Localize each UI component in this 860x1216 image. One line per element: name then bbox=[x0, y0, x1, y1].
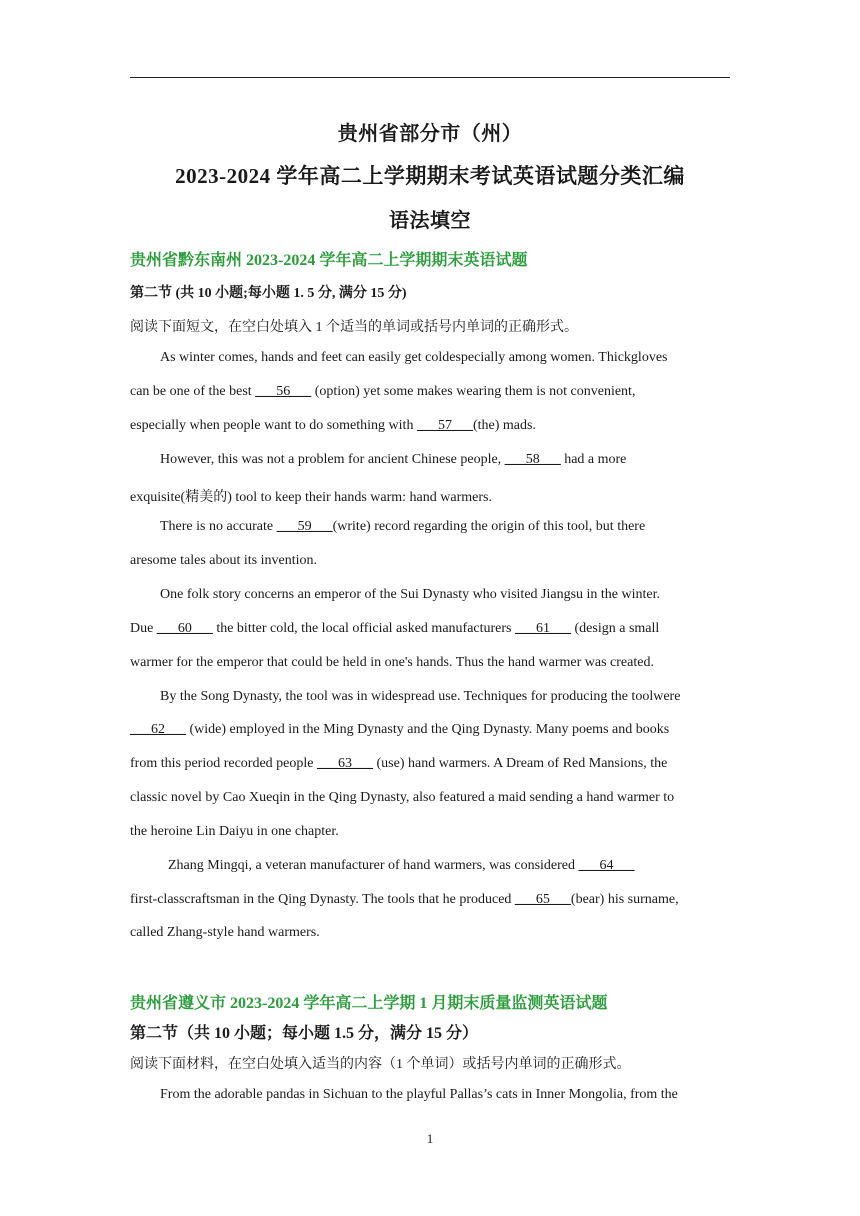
paragraph-line: classic novel by Cao Xueqin in the Qing Dynasty, also featured a maid sending a hand warmer to bbox=[130, 790, 675, 805]
paragraph-line: can be one of the best ___56___ (option) yet some makes wearing them is not convenient, bbox=[130, 384, 636, 399]
paragraph-line: the heroine Lin Daiyu in one chapter. bbox=[130, 824, 339, 839]
paragraph-line: However, this was not a problem for ancient Chinese people, ___58___ had a more bbox=[160, 452, 627, 467]
section-heading: 贵州省黔东南州 2023-2024 学年高二上学期期末英语试题 bbox=[130, 252, 528, 269]
paragraph-line: called Zhang-style hand warmers. bbox=[130, 925, 320, 940]
answer-blank: ___59___ bbox=[276, 519, 333, 534]
paragraph-line: warmer for the emperor that could be held in one's hands. Thus the hand warmer was created. bbox=[130, 655, 654, 670]
answer-blank: ___56___ bbox=[255, 384, 312, 399]
answer-blank: ___63___ bbox=[317, 756, 373, 771]
answer-blank: ___64___ bbox=[578, 858, 635, 873]
paragraph-line: As winter comes, hands and feet can easily get coldespecially among women. Thickgloves bbox=[160, 350, 668, 365]
paragraph-line: Zhang Mingqi, a veteran manufacturer of hand warmers, was considered ___64___ bbox=[168, 858, 635, 873]
paragraph-line: Due ___60___ the bitter cold, the local official asked manufacturers ___61___ (design a small bbox=[130, 621, 660, 636]
part-heading: 第二节 (共 10 小题;每小题 1. 5 分, 满分 15 分) bbox=[130, 286, 407, 301]
paragraph-line: especially when people want to do something with ___57___(the) mads. bbox=[130, 418, 536, 433]
answer-blank: ___62___ bbox=[130, 722, 186, 737]
instruction-text: 阅读下面短文，在空白处填入 1 个适当的单词或括号内单词的正确形式。 bbox=[130, 320, 578, 335]
page-number: 1 bbox=[426, 1131, 434, 1146]
paragraph-line: aresome tales about its invention. bbox=[130, 553, 318, 568]
paragraph-line: ___62___ (wide) employed in the Ming Dynasty and the Qing Dynasty. Many poems and books bbox=[130, 722, 670, 737]
document-subtitle: 语法填空 bbox=[389, 208, 471, 232]
paragraph-line: By the Song Dynasty, the tool was in widespread use. Techniques for producing the toolwere bbox=[160, 689, 681, 704]
section-heading: 贵州省遵义市 2023-2024 学年高二上学期 1 月期末质量监测英语试题 bbox=[130, 995, 608, 1012]
answer-blank: ___61___ bbox=[515, 621, 572, 636]
answer-blank: ___57___ bbox=[416, 418, 473, 433]
answer-blank: ___58___ bbox=[504, 452, 561, 467]
document-title-region: 贵州省部分市（州） bbox=[337, 121, 523, 145]
paragraph-line: One folk story concerns an emperor of the Sui Dynasty who visited Jiangsu in the winter. bbox=[160, 587, 661, 602]
header-rule bbox=[130, 77, 730, 78]
paragraph-line: There is no accurate ___59___(write) record regarding the origin of this tool, but there bbox=[160, 519, 646, 534]
document-title: 2023-2024 学年高二上学期期末考试英语试题分类汇编 bbox=[175, 164, 685, 188]
paragraph-line: From the adorable pandas in Sichuan to the playful Pallas’s cats in Inner Mongolia, from the bbox=[160, 1087, 678, 1102]
paragraph-line: first-classcraftsman in the Qing Dynasty. The tools that he produced ___65___(bear) his surname, bbox=[130, 892, 679, 907]
paragraph-line: from this period recorded people ___63___ (use) hand warmers. A Dream of Red Mansions, the bbox=[130, 756, 668, 771]
instruction-text: 阅读下面材料，在空白处填入适当的内容（1 个单词）或括号内单词的正确形式。 bbox=[130, 1057, 631, 1072]
answer-blank: ___65___ bbox=[514, 892, 571, 907]
answer-blank: ___60___ bbox=[156, 621, 213, 636]
part-heading: 第二节（共 10 小题；每小题 1.5 分，满分 15 分） bbox=[130, 1025, 479, 1042]
paragraph-line: exquisite(精美的) tool to keep their hands warm: hand warmers. bbox=[130, 490, 492, 505]
